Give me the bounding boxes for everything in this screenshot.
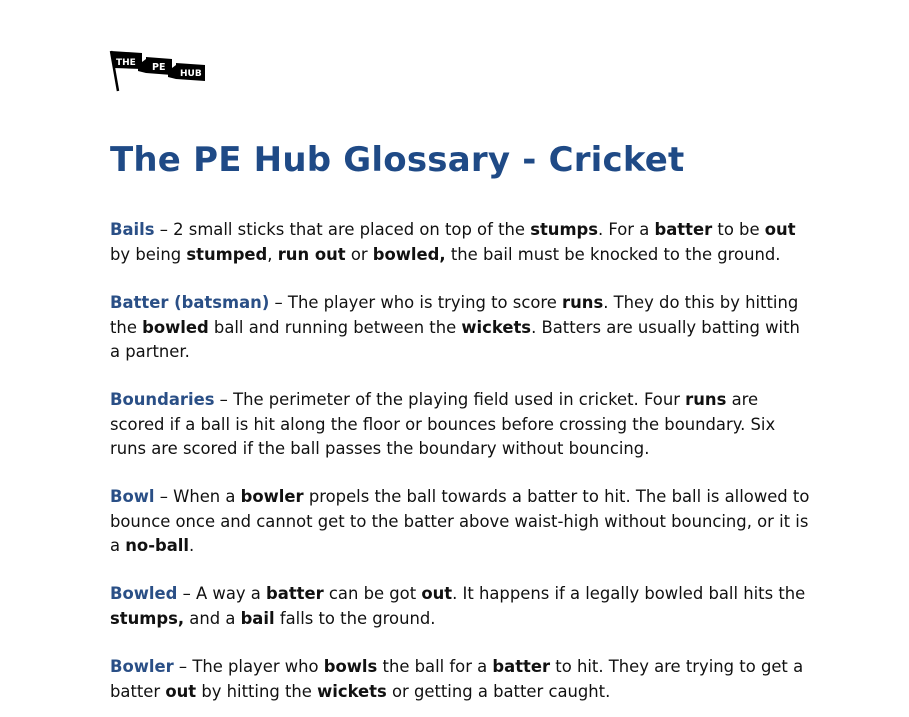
glossary-term: Bowled xyxy=(110,584,178,603)
logo-word-the: THE xyxy=(116,58,136,68)
glossary-term: Bowler xyxy=(110,657,174,676)
definition-text: ball and running between the xyxy=(208,317,462,337)
glossary-term: Bowl xyxy=(110,487,155,506)
bold-keyword: out xyxy=(764,220,796,239)
definition-text: . Batters are usually batting with a partner. xyxy=(110,317,800,361)
flag-logo-icon xyxy=(108,49,208,93)
definition-text: by being xyxy=(110,244,187,264)
definition-text: are scored if a ball is hit along the floor or bounces before crossing the boundary. Six runs are scored if the ball passes the boundary without bouncing. xyxy=(110,390,776,458)
definition-text: by hitting the xyxy=(196,681,318,701)
bold-keyword: no-ball xyxy=(125,536,190,555)
definition-text: or xyxy=(345,244,373,264)
page-title: The PE Hub Glossary - Cricket xyxy=(110,140,685,180)
bold-keyword: runs xyxy=(562,293,604,312)
definition-text: . They do this by hitting the xyxy=(110,293,799,337)
definition-text: . It happens if a legally bowled ball hits the xyxy=(452,584,806,603)
bold-keyword: bowler xyxy=(240,487,304,506)
glossary-definition xyxy=(110,220,796,264)
glossary-definition xyxy=(110,657,803,701)
definition-text: the bail must be knocked to the ground. xyxy=(445,244,781,264)
bold-keyword: stumped xyxy=(186,244,268,264)
definition-text: – A way a xyxy=(177,584,267,603)
definition-text: falls to the ground. xyxy=(274,608,436,628)
bold-keyword: runs xyxy=(685,390,727,409)
glossary-term: Boundaries xyxy=(110,390,215,409)
glossary-entry xyxy=(110,655,810,704)
pe-hub-logo xyxy=(108,49,208,93)
bold-keyword: stumps, xyxy=(110,608,185,628)
logo-word-pe: PE xyxy=(152,62,166,73)
definition-text: the ball for a xyxy=(377,657,493,676)
definition-text: to be xyxy=(712,220,765,239)
definition-text: or getting a batter caught. xyxy=(386,681,611,701)
bold-keyword: batter xyxy=(266,584,324,603)
bold-keyword: run out xyxy=(277,244,346,264)
glossary-entries xyxy=(110,218,810,704)
definition-text: – The perimeter of the playing field used in cricket. Four xyxy=(214,390,686,409)
bold-keyword: wickets xyxy=(461,317,532,337)
definition-text: – The player who is trying to score xyxy=(269,293,563,312)
logo-word-hub: HUB xyxy=(180,69,202,79)
definition-text: – When a xyxy=(154,487,241,506)
bold-keyword: batter xyxy=(654,220,713,239)
bold-keyword: wickets xyxy=(317,681,387,701)
definition-text: to hit. They are trying to get a batter xyxy=(110,657,804,701)
bold-keyword: bowls xyxy=(323,657,378,676)
glossary-definition xyxy=(110,487,809,555)
bold-keyword: bowled, xyxy=(372,244,446,264)
glossary-term: Batter (batsman) xyxy=(110,293,270,312)
bold-keyword: stumps xyxy=(530,220,599,239)
glossary-term: Bails xyxy=(110,220,155,239)
definition-text: . For a xyxy=(598,220,655,239)
definition-text: propels the ball towards a batter to hit. The ball is allowed to bounce once and cannot get to the batter above waist-high without bouncing, or it is a xyxy=(110,487,810,555)
glossary-entry xyxy=(110,218,810,267)
glossary-entry xyxy=(110,485,810,558)
bold-keyword: bail xyxy=(240,608,275,628)
definition-text: – 2 small sticks that are placed on top of the xyxy=(154,220,531,239)
definition-text: . xyxy=(189,536,195,555)
definition-text: can be got xyxy=(323,584,422,603)
glossary-entry xyxy=(110,582,810,631)
bold-keyword: batter xyxy=(492,657,551,676)
bold-keyword: out xyxy=(421,584,453,603)
glossary-definition xyxy=(110,584,805,628)
definition-text: , xyxy=(267,244,278,264)
bold-keyword: bowled xyxy=(142,317,209,337)
definition-text: – The player who xyxy=(173,657,324,676)
glossary-entry xyxy=(110,388,810,461)
definition-text: and a xyxy=(184,608,241,628)
glossary-entry xyxy=(110,291,810,364)
bold-keyword: out xyxy=(165,681,197,701)
